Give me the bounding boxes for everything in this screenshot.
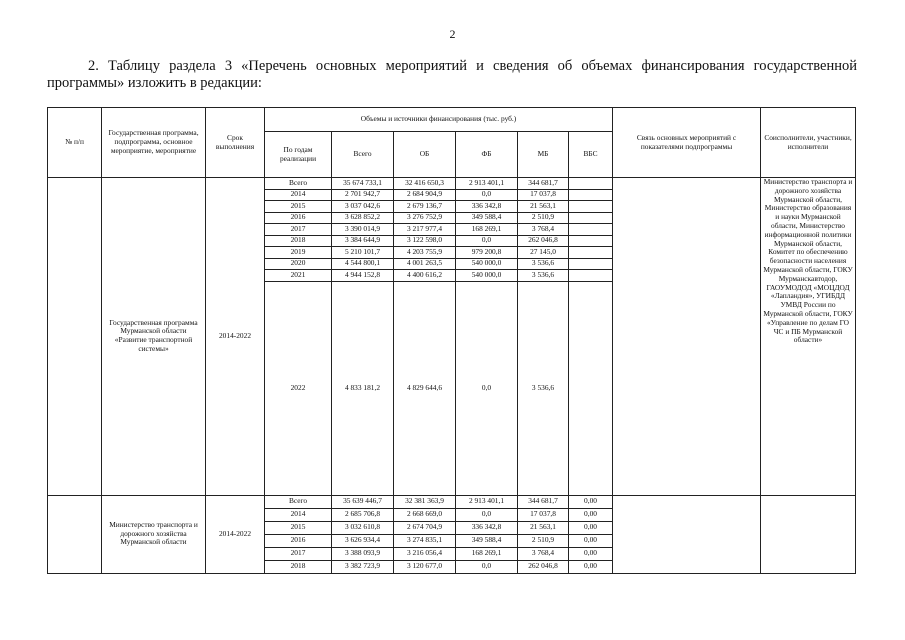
row-year: 2015 [265, 201, 332, 213]
row-fb: 168 269,1 [456, 547, 518, 560]
row-mb: 17 037,8 [518, 508, 569, 521]
header-executors: Соисполнители, участники, исполнители [761, 108, 856, 178]
page-number: 2 [449, 27, 456, 41]
block1-num-cell [48, 178, 102, 496]
row-total: 3 382 723,9 [332, 560, 394, 573]
row-ob: 3 122 598,0 [394, 235, 456, 247]
row-ob: 2 668 669,0 [394, 508, 456, 521]
row-year: 2019 [265, 247, 332, 259]
row-total: 4 944 152,8 [332, 270, 394, 282]
row-vbs: 0,00 [569, 495, 613, 508]
row-year: 2018 [265, 560, 332, 573]
row-fb: 979 200,8 [456, 247, 518, 259]
row-mb: 2 510,9 [518, 212, 569, 224]
row-vbs: 0,00 [569, 547, 613, 560]
row-total: 2 685 706,8 [332, 508, 394, 521]
row-fb: 0,0 [456, 235, 518, 247]
row-vbs: 0,00 [569, 508, 613, 521]
block2-link-cell [613, 495, 761, 573]
row-ob: 2 674 704,9 [394, 521, 456, 534]
row-total: 35 639 446,7 [332, 495, 394, 508]
row-year: 2016 [265, 212, 332, 224]
row-ob: 3 276 752,9 [394, 212, 456, 224]
table-row [48, 178, 856, 190]
header-financing: Объемы и источники финансирования (тыс. руб.) [265, 108, 613, 132]
row-vbs [569, 224, 613, 236]
row-ob: 3 274 835,1 [394, 534, 456, 547]
block1-program-name: Государственная программа Мурманской области «Развитие транспортной системы» [102, 178, 206, 496]
row-vbs: 0,00 [569, 521, 613, 534]
row-year: 2018 [265, 235, 332, 247]
header-vbs: ВБС [569, 132, 613, 178]
row-year: Всего [265, 178, 332, 190]
row-total: 5 210 101,7 [332, 247, 394, 259]
program-table [47, 107, 856, 574]
row-total: 4 544 800,1 [332, 258, 394, 270]
row-total: 35 674 733,1 [332, 178, 394, 190]
header-ob: ОБ [394, 132, 456, 178]
row-total: 4 833 181,2 [332, 281, 394, 495]
row-fb: 540 000,0 [456, 270, 518, 282]
row-vbs [569, 235, 613, 247]
header-fb: ФБ [456, 132, 518, 178]
row-fb: 336 342,8 [456, 521, 518, 534]
header-link: Связь основных мероприятий с показателями подпрограммы [613, 108, 761, 178]
intro-paragraph: 2. Таблицу раздела 3 «Перечень основных мероприятий и сведения об объемах финансирования государственной программы» изложить в редакции: [47, 58, 857, 91]
table-row [48, 495, 856, 508]
row-total: 3 626 934,4 [332, 534, 394, 547]
row-total: 3 628 852,2 [332, 212, 394, 224]
row-fb: 2 913 401,1 [456, 178, 518, 190]
row-vbs [569, 247, 613, 259]
row-year: 2017 [265, 547, 332, 560]
row-total: 3 037 042,6 [332, 201, 394, 213]
header-total: Всего [332, 132, 394, 178]
row-year: 2022 [265, 281, 332, 495]
row-mb: 21 563,1 [518, 201, 569, 213]
row-mb: 344 681,7 [518, 178, 569, 190]
block2-num-cell [48, 495, 102, 573]
row-mb: 17 037,8 [518, 189, 569, 201]
row-year: 2015 [265, 521, 332, 534]
row-vbs: 0,00 [569, 534, 613, 547]
row-fb: 336 342,8 [456, 201, 518, 213]
row-year: 2014 [265, 508, 332, 521]
row-vbs [569, 270, 613, 282]
row-ob: 32 381 363,9 [394, 495, 456, 508]
row-mb: 3 768,4 [518, 547, 569, 560]
row-ob: 4 203 755,9 [394, 247, 456, 259]
row-mb: 3 536,6 [518, 281, 569, 495]
block1-link-cell [613, 178, 761, 496]
block2-program-name: Министерство транспорта и дорожного хозяйства Мурманской области [102, 495, 206, 573]
row-year: 2020 [265, 258, 332, 270]
row-vbs [569, 212, 613, 224]
header-term: Срок выполнения [206, 108, 265, 178]
block1-term: 2014-2022 [206, 178, 265, 496]
row-vbs [569, 281, 613, 495]
row-fb: 0,0 [456, 189, 518, 201]
row-fb: 349 588,4 [456, 212, 518, 224]
row-year: 2016 [265, 534, 332, 547]
row-ob: 4 001 263,5 [394, 258, 456, 270]
row-ob: 2 684 904,9 [394, 189, 456, 201]
row-year: Всего [265, 495, 332, 508]
row-fb: 0,0 [456, 508, 518, 521]
header-num: № п/п [48, 108, 102, 178]
row-ob: 32 416 650,3 [394, 178, 456, 190]
row-vbs [569, 189, 613, 201]
row-total: 3 384 644,9 [332, 235, 394, 247]
row-fb: 168 269,1 [456, 224, 518, 236]
row-mb: 27 145,0 [518, 247, 569, 259]
row-fb: 0,0 [456, 560, 518, 573]
row-mb: 262 046,8 [518, 235, 569, 247]
table-body [48, 178, 856, 574]
row-mb: 2 510,9 [518, 534, 569, 547]
block1-executors: Министерство транспорта и дорожного хозяйства Мурманской области, Министерство образования и науки Мурманской области, Министерство информационной политики Мурманской области, Комитет по обеспечению безопасности населения Мурманской области, ГОКУ Мурманскавтодор, ГАОУМОДОД «МОЦДОД «Лапландия», УГИБДД УМВД России по Мурманской области, ГОКУ «Управление по делам ГО ЧС и ПБ Мурманской области» [761, 178, 856, 496]
row-total: 3 032 610,8 [332, 521, 394, 534]
row-ob: 4 400 616,2 [394, 270, 456, 282]
block2-term: 2014-2022 [206, 495, 265, 573]
row-fb: 349 588,4 [456, 534, 518, 547]
row-ob: 3 216 056,4 [394, 547, 456, 560]
table-header [48, 108, 856, 178]
row-ob: 2 679 136,7 [394, 201, 456, 213]
row-mb: 21 563,1 [518, 521, 569, 534]
header-program: Государственная программа, подпрограмма, основное мероприятие, мероприятие [102, 108, 206, 178]
row-total: 2 701 942,7 [332, 189, 394, 201]
row-fb: 540 000,0 [456, 258, 518, 270]
row-ob: 3 120 677,0 [394, 560, 456, 573]
row-fb: 0,0 [456, 281, 518, 495]
row-total: 3 390 014,9 [332, 224, 394, 236]
row-year: 2017 [265, 224, 332, 236]
row-mb: 262 046,8 [518, 560, 569, 573]
row-vbs: 0,00 [569, 560, 613, 573]
row-vbs [569, 201, 613, 213]
header-mb: МБ [518, 132, 569, 178]
row-vbs [569, 178, 613, 190]
row-vbs [569, 258, 613, 270]
row-ob: 4 829 644,6 [394, 281, 456, 495]
row-mb: 344 681,7 [518, 495, 569, 508]
row-fb: 2 913 401,1 [456, 495, 518, 508]
row-year: 2021 [265, 270, 332, 282]
row-ob: 3 217 977,4 [394, 224, 456, 236]
block2-executors [761, 495, 856, 573]
row-year: 2014 [265, 189, 332, 201]
row-mb: 3 536,6 [518, 258, 569, 270]
row-mb: 3 768,4 [518, 224, 569, 236]
row-total: 3 388 093,9 [332, 547, 394, 560]
row-mb: 3 536,6 [518, 270, 569, 282]
header-by-year: По годам реализации [265, 132, 332, 178]
